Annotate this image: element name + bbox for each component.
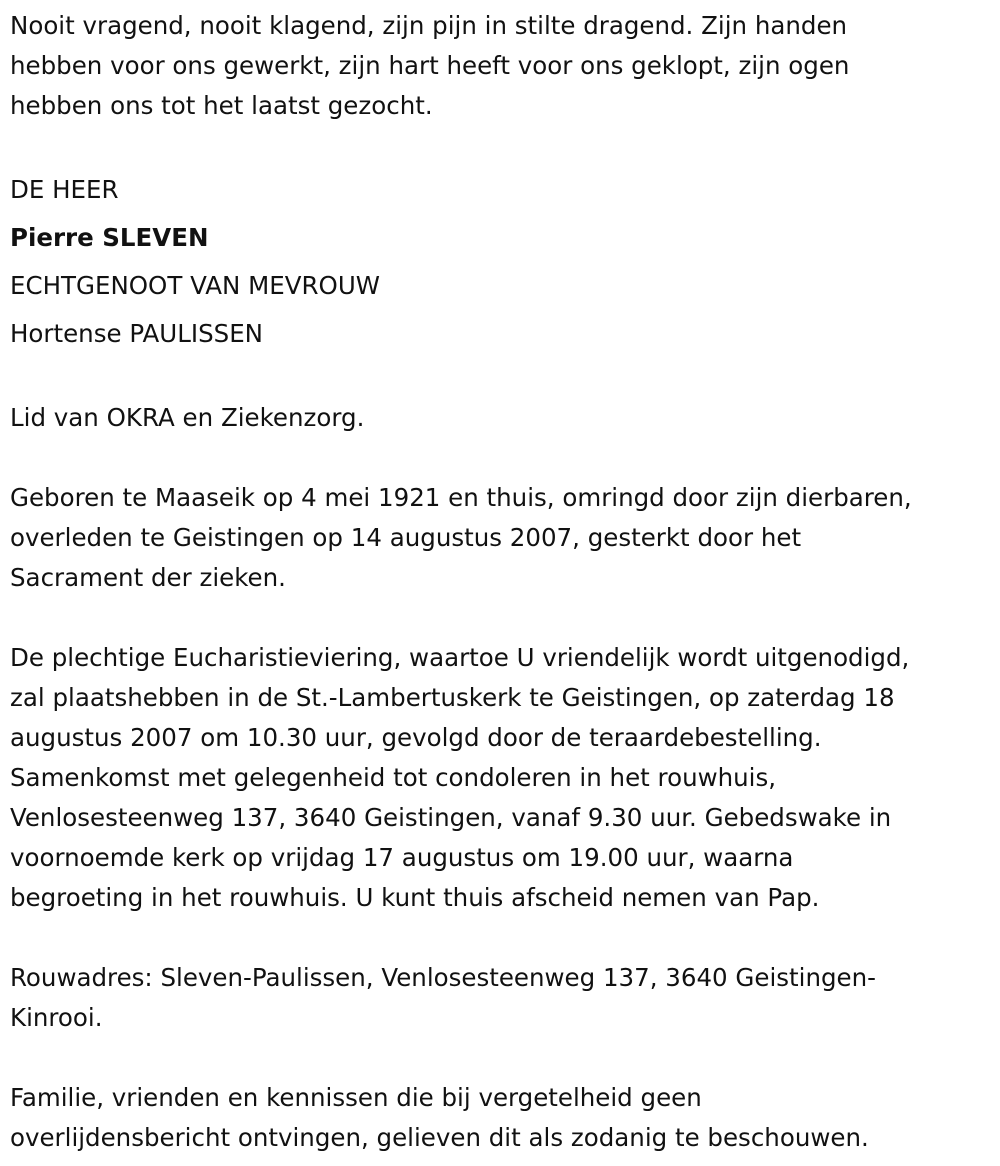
ceremony-line: begroeting in het rouwhuis. U kunt thuis afscheid nemen van Pap. [10, 883, 820, 912]
address-line: Rouwadres: Sleven-Paulissen, Venlosesteenweg 137, 3640 Geistingen- [10, 963, 876, 992]
birth-death-line: Geboren te Maaseik op 4 mei 1921 en thuis, omringd door zijn dierbaren, [10, 483, 912, 512]
ceremony-line: Venlosesteenweg 137, 3640 Geistingen, vanaf 9.30 uur. Gebedswake in [10, 803, 892, 832]
closing-line: overlijdensbericht ontvingen, gelieven dit als zodanig te beschouwen. [10, 1123, 869, 1152]
poem-line: Nooit vragend, nooit klagend, zijn pijn in stilte dragend. Zijn handen [10, 11, 848, 40]
deceased-name: Pierre SLEVEN [10, 223, 209, 252]
membership-line: Lid van OKRA en Ziekenzorg. [10, 403, 365, 432]
birth-death-line: overleden te Geistingen op 14 augustus 2007, gesterkt door het [10, 523, 802, 552]
deceased-heading [10, 166, 995, 358]
closing-line: Familie, vrienden en kennissen die bij vergetelheid geen [10, 1083, 702, 1112]
poem-line: hebben ons tot het laatst gezocht. [10, 91, 433, 120]
ceremony-line: De plechtige Eucharistieviering, waartoe U vriendelijk wordt uitgenodigd, [10, 643, 910, 672]
address-paragraph [10, 958, 995, 1038]
ceremony-paragraph [10, 638, 995, 918]
ceremony-line: zal plaatshebben in de St.-Lambertuskerk te Geistingen, op zaterdag 18 [10, 683, 895, 712]
closing-paragraph [10, 1078, 995, 1158]
ceremony-line: voornoemde kerk op vrijdag 17 augustus om 19.00 uur, waarna [10, 843, 794, 872]
ceremony-line: Samenkomst met gelegenheid tot condoleren in het rouwhuis, [10, 763, 777, 792]
membership-paragraph [10, 398, 995, 438]
title-line: DE HEER [10, 175, 119, 204]
birth-death-paragraph [10, 478, 995, 598]
poem-paragraph [10, 6, 995, 126]
poem-line: hebben voor ons gewerkt, zijn hart heeft voor ons geklopt, zijn ogen [10, 51, 850, 80]
obituary-document [10, 6, 995, 1158]
ceremony-line: augustus 2007 om 10.30 uur, gevolgd door de teraardebestelling. [10, 723, 822, 752]
birth-death-line: Sacrament der zieken. [10, 563, 286, 592]
spouse-label: ECHTGENOOT VAN MEVROUW [10, 271, 381, 300]
address-line: Kinrooi. [10, 1003, 103, 1032]
spouse-name: Hortense PAULISSEN [10, 319, 264, 348]
